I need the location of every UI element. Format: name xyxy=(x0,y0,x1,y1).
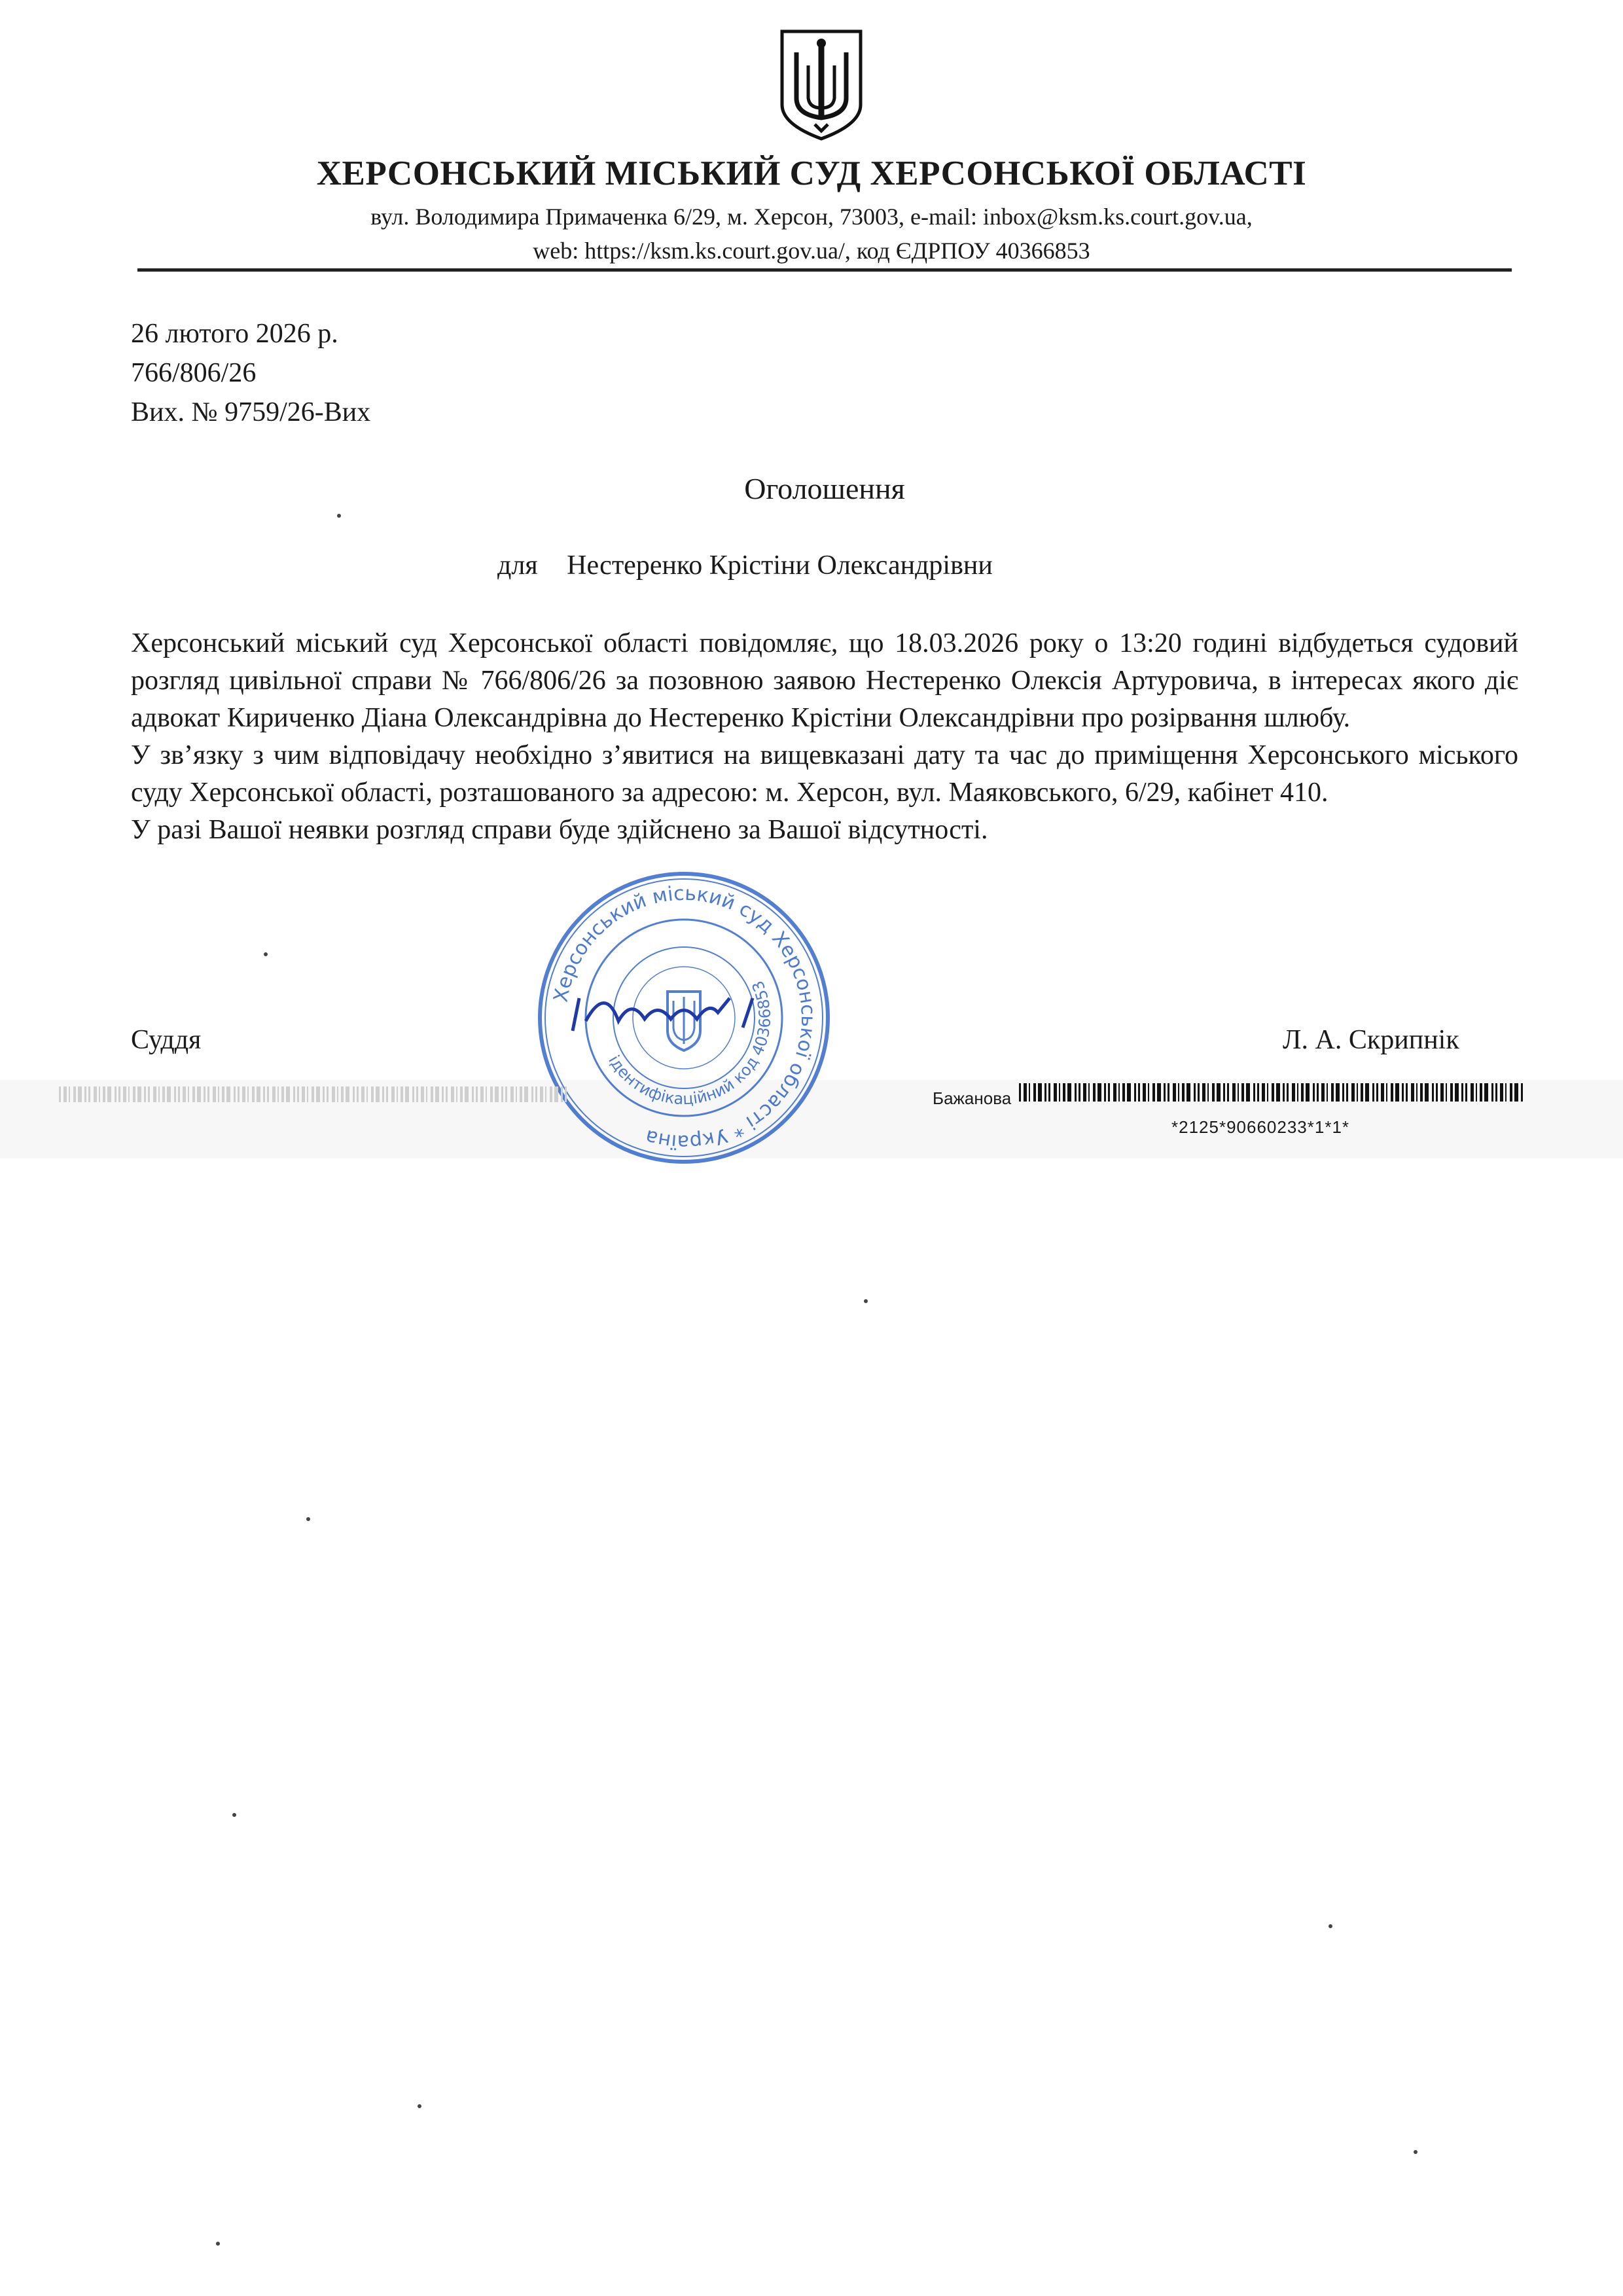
scan-speck xyxy=(418,2104,421,2108)
addressee-name: Нестеренко Крістіни Олександрівни xyxy=(567,550,993,581)
notice-paragraph: У разі Вашої неявки розгляд справи буде здійснено за Вашої відсутності. xyxy=(131,815,988,845)
case-number: 766/806/26 xyxy=(131,358,257,388)
notice-paragraph: У зв’язку з чим відповідачу необхідно з’явитися на вищевказані дату та час до приміщення Херсонського міського суду Херсонської області, розташованого за адресою: м. Херсон, вул. Маяковського, 6/29, кабінет 410. xyxy=(131,740,1518,808)
scan-speck xyxy=(232,1813,236,1817)
coat-of-arms-trident-icon xyxy=(776,26,867,144)
scan-speck xyxy=(1414,2150,1418,2154)
header-divider xyxy=(137,268,1512,272)
scan-speck xyxy=(264,952,268,956)
handwritten-signature xyxy=(573,998,753,1031)
barcode-operator: Бажанова xyxy=(933,1088,1012,1108)
document-meta xyxy=(131,314,370,432)
faint-barcode-shadow xyxy=(59,1086,569,1106)
court-seal-stamp xyxy=(533,867,834,1168)
scan-speck xyxy=(306,1517,310,1521)
address-line: вул. Володимира Примаченка 6/29, м. Херсон, 73003, e-mail: inbox@ksm.ks.court.gov.ua, xyxy=(370,204,1253,230)
court-contact-block xyxy=(131,200,1492,268)
judge-label: Суддя xyxy=(131,1025,202,1055)
scan-speck xyxy=(1329,1924,1332,1928)
barcode-icon xyxy=(1019,1083,1523,1109)
document-title: Оголошення xyxy=(744,472,905,505)
court-name-heading: ХЕРСОНСЬКИЙ МІСЬКИЙ СУД ХЕРСОНСЬКОЇ ОБЛАСТІ xyxy=(316,154,1307,192)
outgoing-number: Вих. № 9759/26-Вих xyxy=(131,397,371,427)
notice-paragraph: Херсонський міський суд Херсонської області повідомляє, що 18.03.2026 року о 13:20 годині відбудеться судовий розгляд цивільної справи № 766/806/26 за позовною заявою Нестеренко Олексія Артуровича, в інтересах якого діє адвокат Кириченко Діана Олександрівна до Нестеренко Крістіни Олександрівни про розірвання шлюбу. xyxy=(131,628,1518,733)
notice-body xyxy=(131,625,1518,849)
scan-speck xyxy=(216,2242,220,2246)
seal-inner-text: ідентифікаційний код 40366853 xyxy=(605,978,775,1109)
addressee-line xyxy=(497,550,993,581)
judge-name: Л. А. Скрипнік xyxy=(1283,1025,1459,1055)
barcode-block xyxy=(933,1083,1522,1149)
barcode-code: *2125*90660233*1*1* xyxy=(1171,1117,1350,1137)
scan-speck xyxy=(864,1299,868,1303)
scan-speck xyxy=(337,514,341,518)
seal-outer-text: Херсонський міський суд Херсонської області * Україна xyxy=(549,882,820,1154)
document-date: 26 лютого 2026 р. xyxy=(131,319,338,349)
web-line: web: https://ksm.ks.court.gov.ua/, код ЄДРПОУ 40366853 xyxy=(533,238,1090,264)
addressee-prefix: для xyxy=(497,550,538,581)
